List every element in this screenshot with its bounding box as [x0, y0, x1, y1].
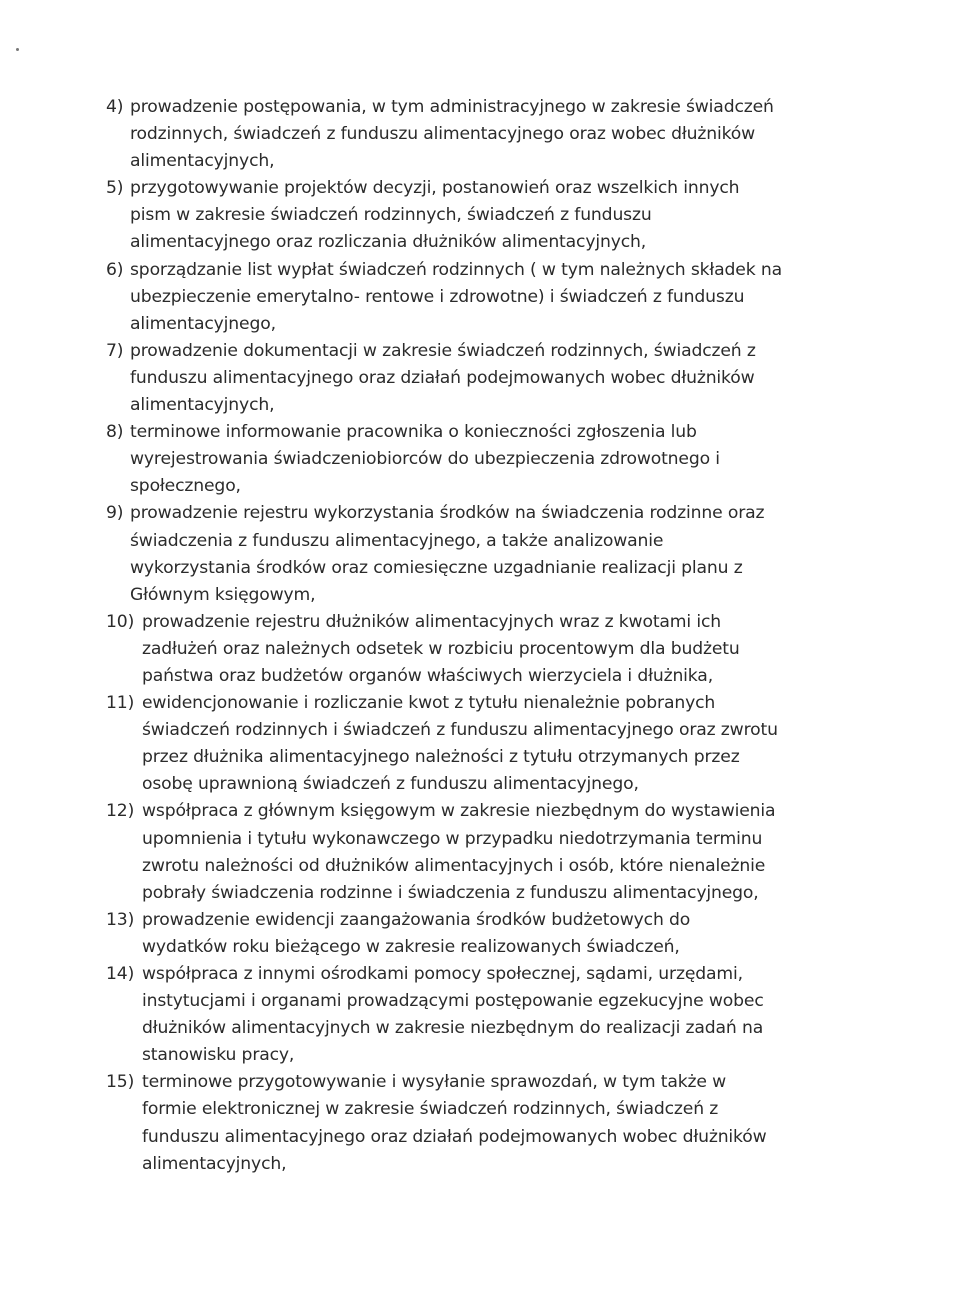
list-item: [106, 690, 866, 798]
text-line: prowadzenie ewidencji zaangażowania środków budżetowych do: [142, 909, 691, 930]
text-line: świadczenia z funduszu alimentacyjnego, a także analizowanie: [130, 530, 664, 551]
list-item-text: [142, 798, 775, 906]
text-line: prowadzenie dokumentacji w zakresie świadczeń rodzinnych, świadczeń z: [130, 340, 756, 361]
text-line: terminowe przygotowywanie i wysyłanie sprawozdań, w tym także w: [142, 1072, 727, 1093]
list-item-text: [142, 907, 690, 961]
text-line: zadłużeń oraz należnych odsetek w rozbiciu procentowym dla budżetu: [142, 638, 740, 659]
list-item-number: 11): [106, 693, 135, 714]
text-line: zwrotu należności od dłużników alimentacyjnych i osób, które nienależnie: [142, 855, 766, 876]
list-item: [106, 175, 866, 256]
list-item: [106, 961, 866, 1069]
text-line: prowadzenie rejestru dłużników alimentacyjnych wraz z kwotami ich: [142, 611, 722, 632]
text-line: alimentacyjnych,: [142, 1153, 287, 1174]
text-line: wykorzystania środków oraz comiesięczne uzgadnianie realizacji planu z: [130, 557, 743, 578]
list-item-text: [142, 961, 764, 1069]
duties-list: [106, 94, 866, 1178]
text-line: społecznego,: [130, 476, 241, 497]
list-item-text: [130, 419, 720, 500]
text-line: wyrejestrowania świadczeniobiorców do ubezpieczenia zdrowotnego i: [130, 449, 720, 470]
list-item: [106, 257, 866, 338]
list-item-text: [130, 257, 782, 338]
text-line: funduszu alimentacyjnego oraz działań podejmowanych wobec dłużników: [130, 367, 755, 388]
list-item-text: [130, 500, 764, 608]
list-item-number: 8): [106, 422, 124, 443]
text-line: ubezpieczenie emerytalno- rentowe i zdrowotne) i świadczeń z funduszu: [130, 286, 745, 307]
list-item-number: 4): [106, 97, 124, 117]
list-item-number: 15): [106, 1072, 135, 1093]
text-line: sporządzanie list wypłat świadczeń rodzinnych ( w tym należnych składek na: [130, 259, 782, 280]
list-item: [106, 94, 866, 175]
list-item: [106, 500, 866, 608]
list-item: [106, 338, 866, 419]
list-item: [106, 1069, 866, 1177]
text-line: terminowe informowanie pracownika o konieczności zgłoszenia lub: [130, 422, 697, 443]
list-item: [106, 419, 866, 500]
text-line: alimentacyjnego,: [130, 313, 276, 334]
list-item-number: 14): [106, 964, 135, 984]
list-item-text: [142, 1069, 767, 1177]
list-item-text: [130, 175, 739, 256]
text-line: prowadzenie postępowania, w tym administracyjnego w zakresie świadczeń: [130, 97, 774, 117]
text-line: ewidencjonowanie i rozliczanie kwot z tytułu nienależnie pobranych: [142, 693, 716, 714]
list-item-number: 12): [106, 801, 135, 822]
list-item-text: [142, 690, 778, 798]
text-line: funduszu alimentacyjnego oraz działań podejmowanych wobec dłużników: [142, 1126, 767, 1147]
list-item-text: [130, 338, 756, 419]
list-item-number: 5): [106, 178, 124, 199]
text-line: instytucjami i organami prowadzącymi postępowanie egzekucyjne wobec: [142, 991, 764, 1012]
text-line: państwa oraz budżetów organów właściwych wierzyciela i dłużnika,: [142, 665, 714, 686]
text-line: upomnienia i tytułu wykonawczego w przypadku niedotrzymania terminu: [142, 828, 763, 849]
text-line: pism w zakresie świadczeń rodzinnych, świadczeń z funduszu: [130, 205, 652, 226]
text-line: Głównym księgowym,: [130, 584, 316, 605]
text-line: prowadzenie rejestru wykorzystania środków na świadczenia rodzinne oraz: [130, 503, 765, 524]
text-line: świadczeń rodzinnych i świadczeń z funduszu alimentacyjnego oraz zwrotu: [142, 720, 778, 741]
list-item: [106, 609, 866, 690]
text-line: przez dłużnika alimentacyjnego należności z tytułu otrzymanych przez: [142, 747, 740, 768]
text-line: przygotowywanie projektów decyzji, postanowień oraz wszelkich innych: [130, 178, 740, 199]
text-line: formie elektronicznej w zakresie świadczeń rodzinnych, świadczeń z: [142, 1099, 719, 1120]
list-item-number: 10): [106, 611, 135, 632]
text-line: współpraca z głównym księgowym w zakresie niezbędnym do wystawienia: [142, 801, 776, 822]
list-item-number: 7): [106, 340, 124, 361]
scan-artifact-dot: [16, 48, 19, 51]
text-line: dłużników alimentacyjnych w zakresie niezbędnym do realizacji zadań na: [142, 1018, 764, 1039]
text-line: rodzinnych, świadczeń z funduszu alimentacyjnego oraz wobec dłużników: [130, 124, 756, 145]
list-item: [106, 907, 866, 961]
list-item-number: 13): [106, 909, 135, 930]
text-line: stanowisku pracy,: [142, 1045, 295, 1066]
list-item-text: [142, 609, 740, 690]
list-item-number: 6): [106, 259, 124, 280]
text-line: alimentacyjnych,: [130, 395, 275, 416]
text-line: wydatków roku bieżącego w zakresie realizowanych świadczeń,: [142, 936, 680, 957]
text-line: alimentacyjnych,: [130, 151, 275, 172]
text-line: współpraca z innymi ośrodkami pomocy społecznej, sądami, urzędami,: [142, 964, 743, 984]
list-item-number: 9): [106, 503, 124, 524]
list-item-text: [130, 94, 774, 175]
list-item: [106, 798, 866, 906]
text-line: alimentacyjnego oraz rozliczania dłużników alimentacyjnych,: [130, 232, 647, 253]
text-line: pobrały świadczenia rodzinne i świadczenia z funduszu alimentacyjnego,: [142, 882, 759, 903]
text-line: osobę uprawnioną świadczeń z funduszu alimentacyjnego,: [142, 774, 639, 795]
